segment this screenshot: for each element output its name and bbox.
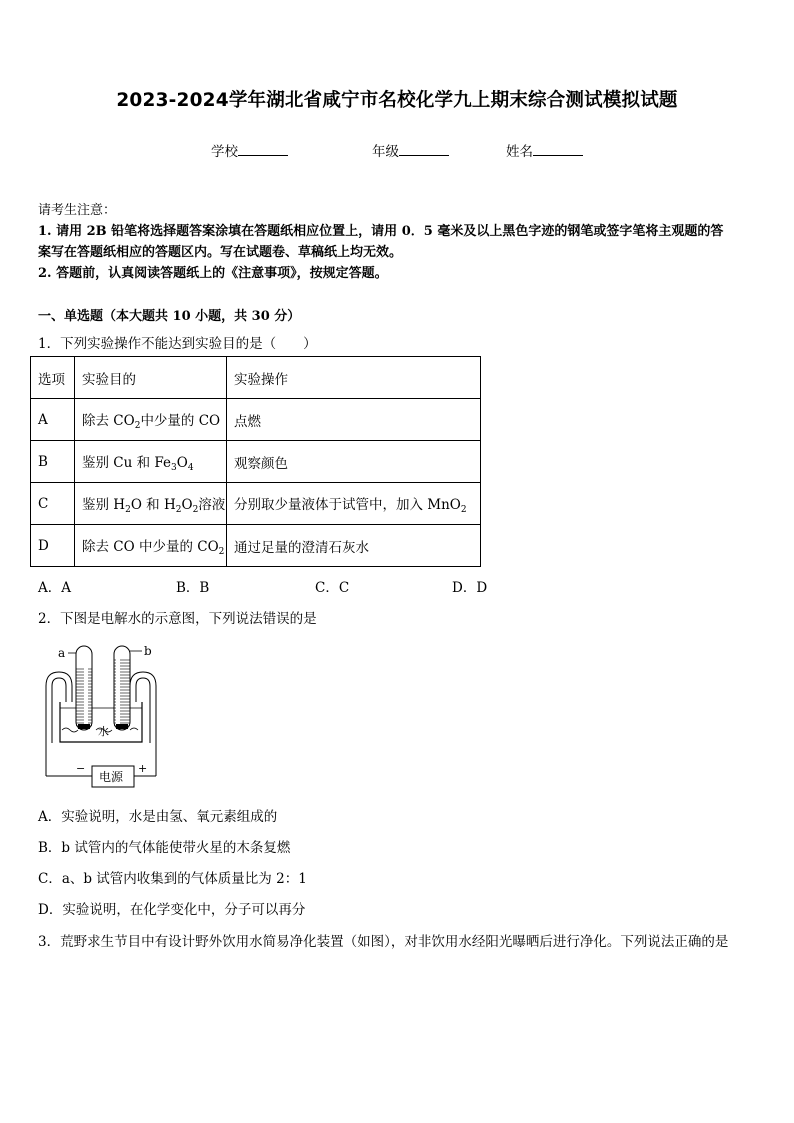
name-label: 姓名: [506, 144, 533, 160]
header-operation: 实验操作: [227, 357, 481, 399]
school-field: [211, 140, 288, 160]
row-goal: 鉴别 Cu 和 $Fe_3O_4$: [75, 441, 227, 483]
q2-choice-a: A．实验说明，水是由氢、氧元素组成的: [38, 809, 278, 825]
notice-item-1b: 案写在答题纸相应的答题区内。写在试题卷、草稿纸上均无效。: [38, 245, 403, 260]
row-operation: 分别取少量液体于试管中，加入 MnO$_2$: [227, 483, 481, 525]
row-operation: 通过足量的澄清石灰水: [227, 525, 481, 567]
row-operation: 点燃: [227, 399, 481, 441]
table-row: [31, 525, 481, 567]
grade-label: 年级: [372, 144, 399, 160]
question-3-stem: 3．荒野求生节目中有设计野外饮用水简易净化装置（如图），对非饮用水经阳光曝晒后进行净化。下列说法正确的是: [38, 934, 729, 950]
row-option: B: [31, 441, 75, 483]
plus-sign: +: [138, 762, 148, 775]
row-option: C: [31, 483, 75, 525]
water-label: 水: [98, 725, 109, 738]
question-2-stem: 2．下图是电解水的示意图，下列说法错误的是: [38, 611, 317, 627]
q1-option-b: B．B: [176, 580, 210, 596]
grade-blank: [399, 142, 449, 156]
notice-block: [38, 200, 763, 284]
notice-heading: 请考生注意：: [38, 203, 117, 218]
q2-choice-d: D．实验说明，在化学变化中，分子可以再分: [38, 902, 306, 918]
row-goal: 除去 $CO_2$中少量的 CO: [75, 399, 227, 441]
school-label: 学校: [211, 144, 238, 160]
header-goal: 实验目的: [75, 357, 227, 399]
question-1-stem: 1．下列实验操作不能达到实验目的是（ ）: [38, 336, 317, 352]
label-a: a: [58, 646, 66, 660]
name-blank: [533, 142, 583, 156]
page-title: 2023-2024学年湖北省咸宁市名校化学九上期末综合测试模拟试题: [116, 90, 678, 111]
section-heading: 一、单选题（本大题共 10 小题，共 30 分）: [38, 309, 301, 324]
grade-field: [372, 140, 449, 160]
label-b: b: [144, 644, 152, 658]
table-header-row: [31, 357, 481, 399]
power-label: 电源: [99, 770, 124, 784]
q1-option-a: A．A: [38, 580, 71, 596]
q1-option-c: C．C: [315, 580, 350, 596]
header-option: 选项: [31, 357, 75, 399]
electrolysis-diagram: [38, 638, 168, 790]
notice-item-1a: 1. 请用 2B 铅笔将选择题答案涂填在答题纸相应位置上，请用 0．5 毫米及以上黑色字迹的钢笔或签字笔将主观题的答: [38, 224, 724, 239]
table-row: [31, 441, 481, 483]
table-row: [31, 483, 481, 525]
table-row: [31, 399, 481, 441]
q1-option-d: D．D: [452, 580, 488, 596]
q2-choice-b: B．b 试管内的气体能使带火星的木条复燃: [38, 840, 291, 856]
row-option: A: [31, 399, 75, 441]
row-option: D: [31, 525, 75, 567]
question-1-table: [30, 356, 481, 567]
row-operation: 观察颜色: [227, 441, 481, 483]
row-goal: 除去 CO 中少量的 $CO_2$: [75, 525, 227, 567]
row-goal: 鉴别 $H_2O$ 和 $H_2O_2$溶液: [75, 483, 227, 525]
minus-sign: −: [76, 762, 86, 775]
name-field: [506, 140, 583, 160]
notice-item-2: 2. 答题前，认真阅读答题纸上的《注意事项》，按规定答题。: [38, 266, 388, 281]
q2-choice-c: C．a、b 试管内收集到的气体质量比为 2：1: [38, 871, 307, 887]
school-blank: [238, 142, 288, 156]
